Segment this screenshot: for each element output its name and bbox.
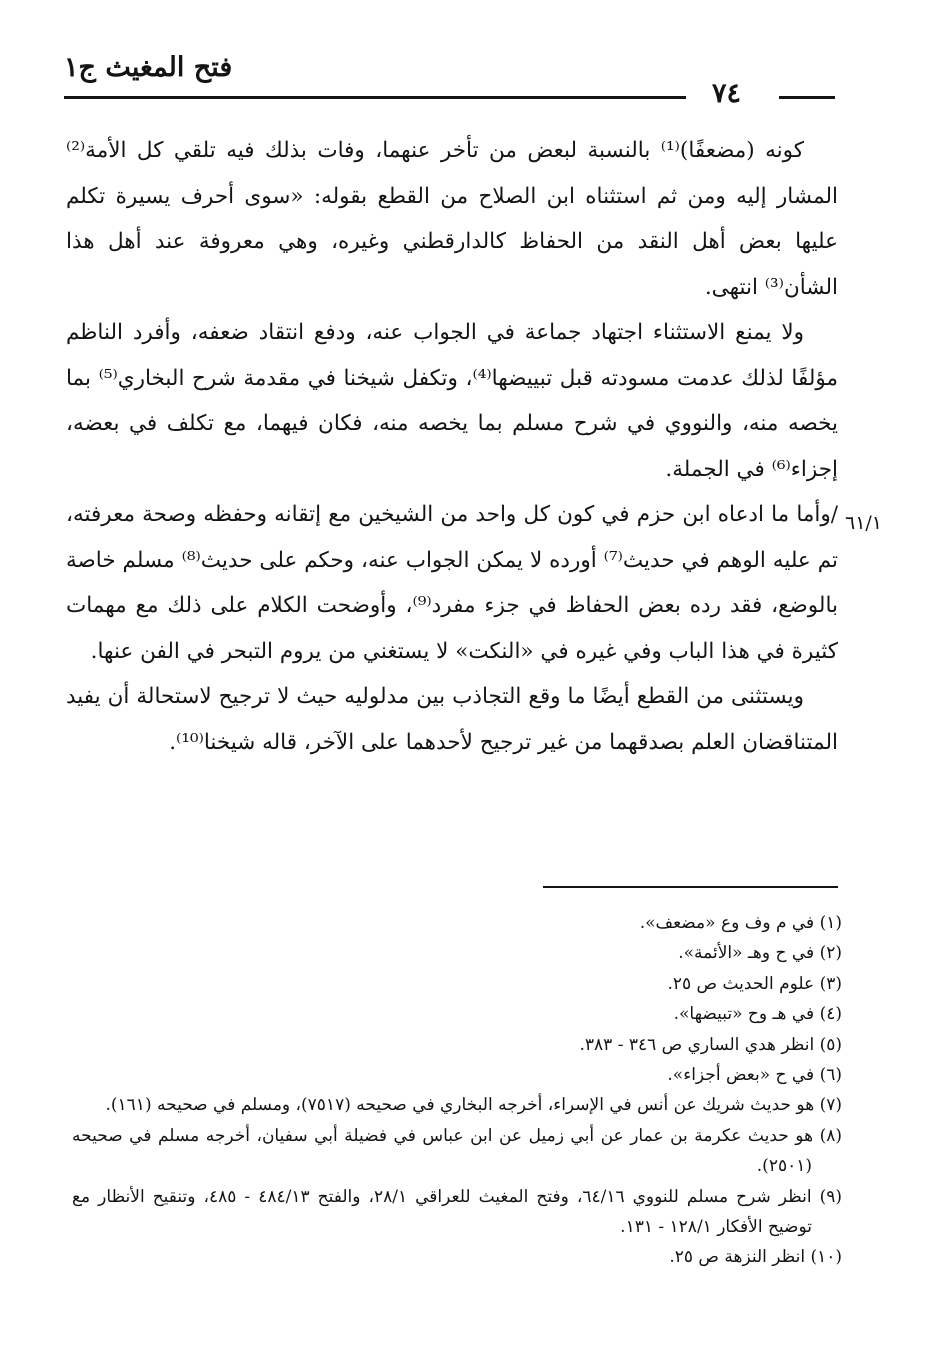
paragraph: /وأما ما ادعاه ابن حزم في كون كل واحد من الشيخين مع إتقانه وحفظه وصحة معرفته، تم عليه الوهم في حديث⁽⁷⁾ أورده لا يمكن الجواب عنه، وحكم على حديث⁽⁸⁾ مسلم خاصة بالوضع، فقد رده بعض الحفاظ في جزء مفرد⁽⁹⁾، وأوضحت الكلام على ذلك مع مهمات كثيرة في هذا الباب وفي غيره في «النكت» لا يستغني من يروم التبحر في الفن عنها.: [66, 502, 839, 664]
footnote: (٥) انظر هدي الساري ص ٣٤٦ - ٣٨٣.: [579, 1034, 842, 1055]
footnote: (١) في م وف وع «مضعف».: [639, 913, 842, 933]
footnote: (٩) انظر شرح مسلم للنووي ٦٤/١٦، وفتح المغيث للعراقي ٢٨/١، والفتح ٤٨٤/١٣ - ٤٨٥، وتنقيح الأنظار مع توضيح الأفكار ١٢٨/١ - ١٣١.: [72, 1186, 842, 1238]
main-text: [66, 128, 838, 765]
running-header-title: فتح المغيث ج١: [64, 52, 233, 83]
footnote: (٣) علوم الحديث ص ٢٥.: [667, 973, 842, 994]
margin-reference: ٦١/١: [845, 512, 883, 534]
footnote: (٢) في ح وهـ «الأئمة».: [678, 943, 842, 964]
footnote: (٤) في هـ وح «تبيضها».: [673, 1004, 842, 1025]
footnote: (٦) في ح «بعض أجزاء».: [667, 1065, 842, 1086]
paragraph: ويستثنى من القطع أيضًا ما وقع التجاذب بين مدلوليه حيث لا ترجيح لاستحالة أن يفيد المتناقضان العلم بصدقهما من غير ترجيح لأحدهما على الآخر، قاله شيخنا⁽¹⁰⁾.: [66, 684, 838, 755]
footnote-separator: [543, 886, 838, 888]
paragraph: ولا يمنع الاستثناء اجتهاد جماعة في الجواب عنه، ودفع انتقاد ضعفه، وأفرد الناظم مؤلفًا لذلك عدمت مسودته قبل تبييضها⁽⁴⁾، وتكفل شيخنا في مقدمة شرح البخاري⁽⁵⁾ بما يخصه منه، والنووي في شرح مسلم بما يخصه منه، فكان فيهما، مع تكلف في بعضه، إجزاء⁽⁶⁾ في الجملة.: [66, 320, 838, 482]
header-rule: [64, 96, 686, 99]
footnote: (١٠) انظر النزهة ص ٢٥.: [669, 1247, 842, 1268]
footnotes: [72, 908, 842, 1273]
paragraph: كونه (مضعفًا)⁽¹⁾ بالنسبة لبعض من تأخر عنهما، وفات بذلك فيه تلقي كل الأمة⁽²⁾ المشار إليه ومن ثم استثناه ابن الصلاح من القطع بقوله: «سوى أحرف يسيرة تكلم عليها بعض أهل النقد من الحفاظ كالدارقطني وغيره، وهي معروفة عند أهل هذا الشأن⁽³⁾ انتهى.: [66, 138, 838, 300]
footnote: (٨) هو حديث عكرمة بن عمار عن أبي زميل عن ابن عباس في فضيلة أبي سفيان، أخرجه مسلم في صحيحه (٢٥٠١).: [72, 1125, 842, 1177]
header-rule-short: [779, 96, 835, 99]
footnote: (٧) هو حديث شريك عن أنس في الإسراء، أخرجه البخاري في صحيحه (٧٥١٧)، ومسلم في صحيحه (١٦١).: [105, 1095, 842, 1116]
page-number: ٧٤: [712, 78, 742, 109]
